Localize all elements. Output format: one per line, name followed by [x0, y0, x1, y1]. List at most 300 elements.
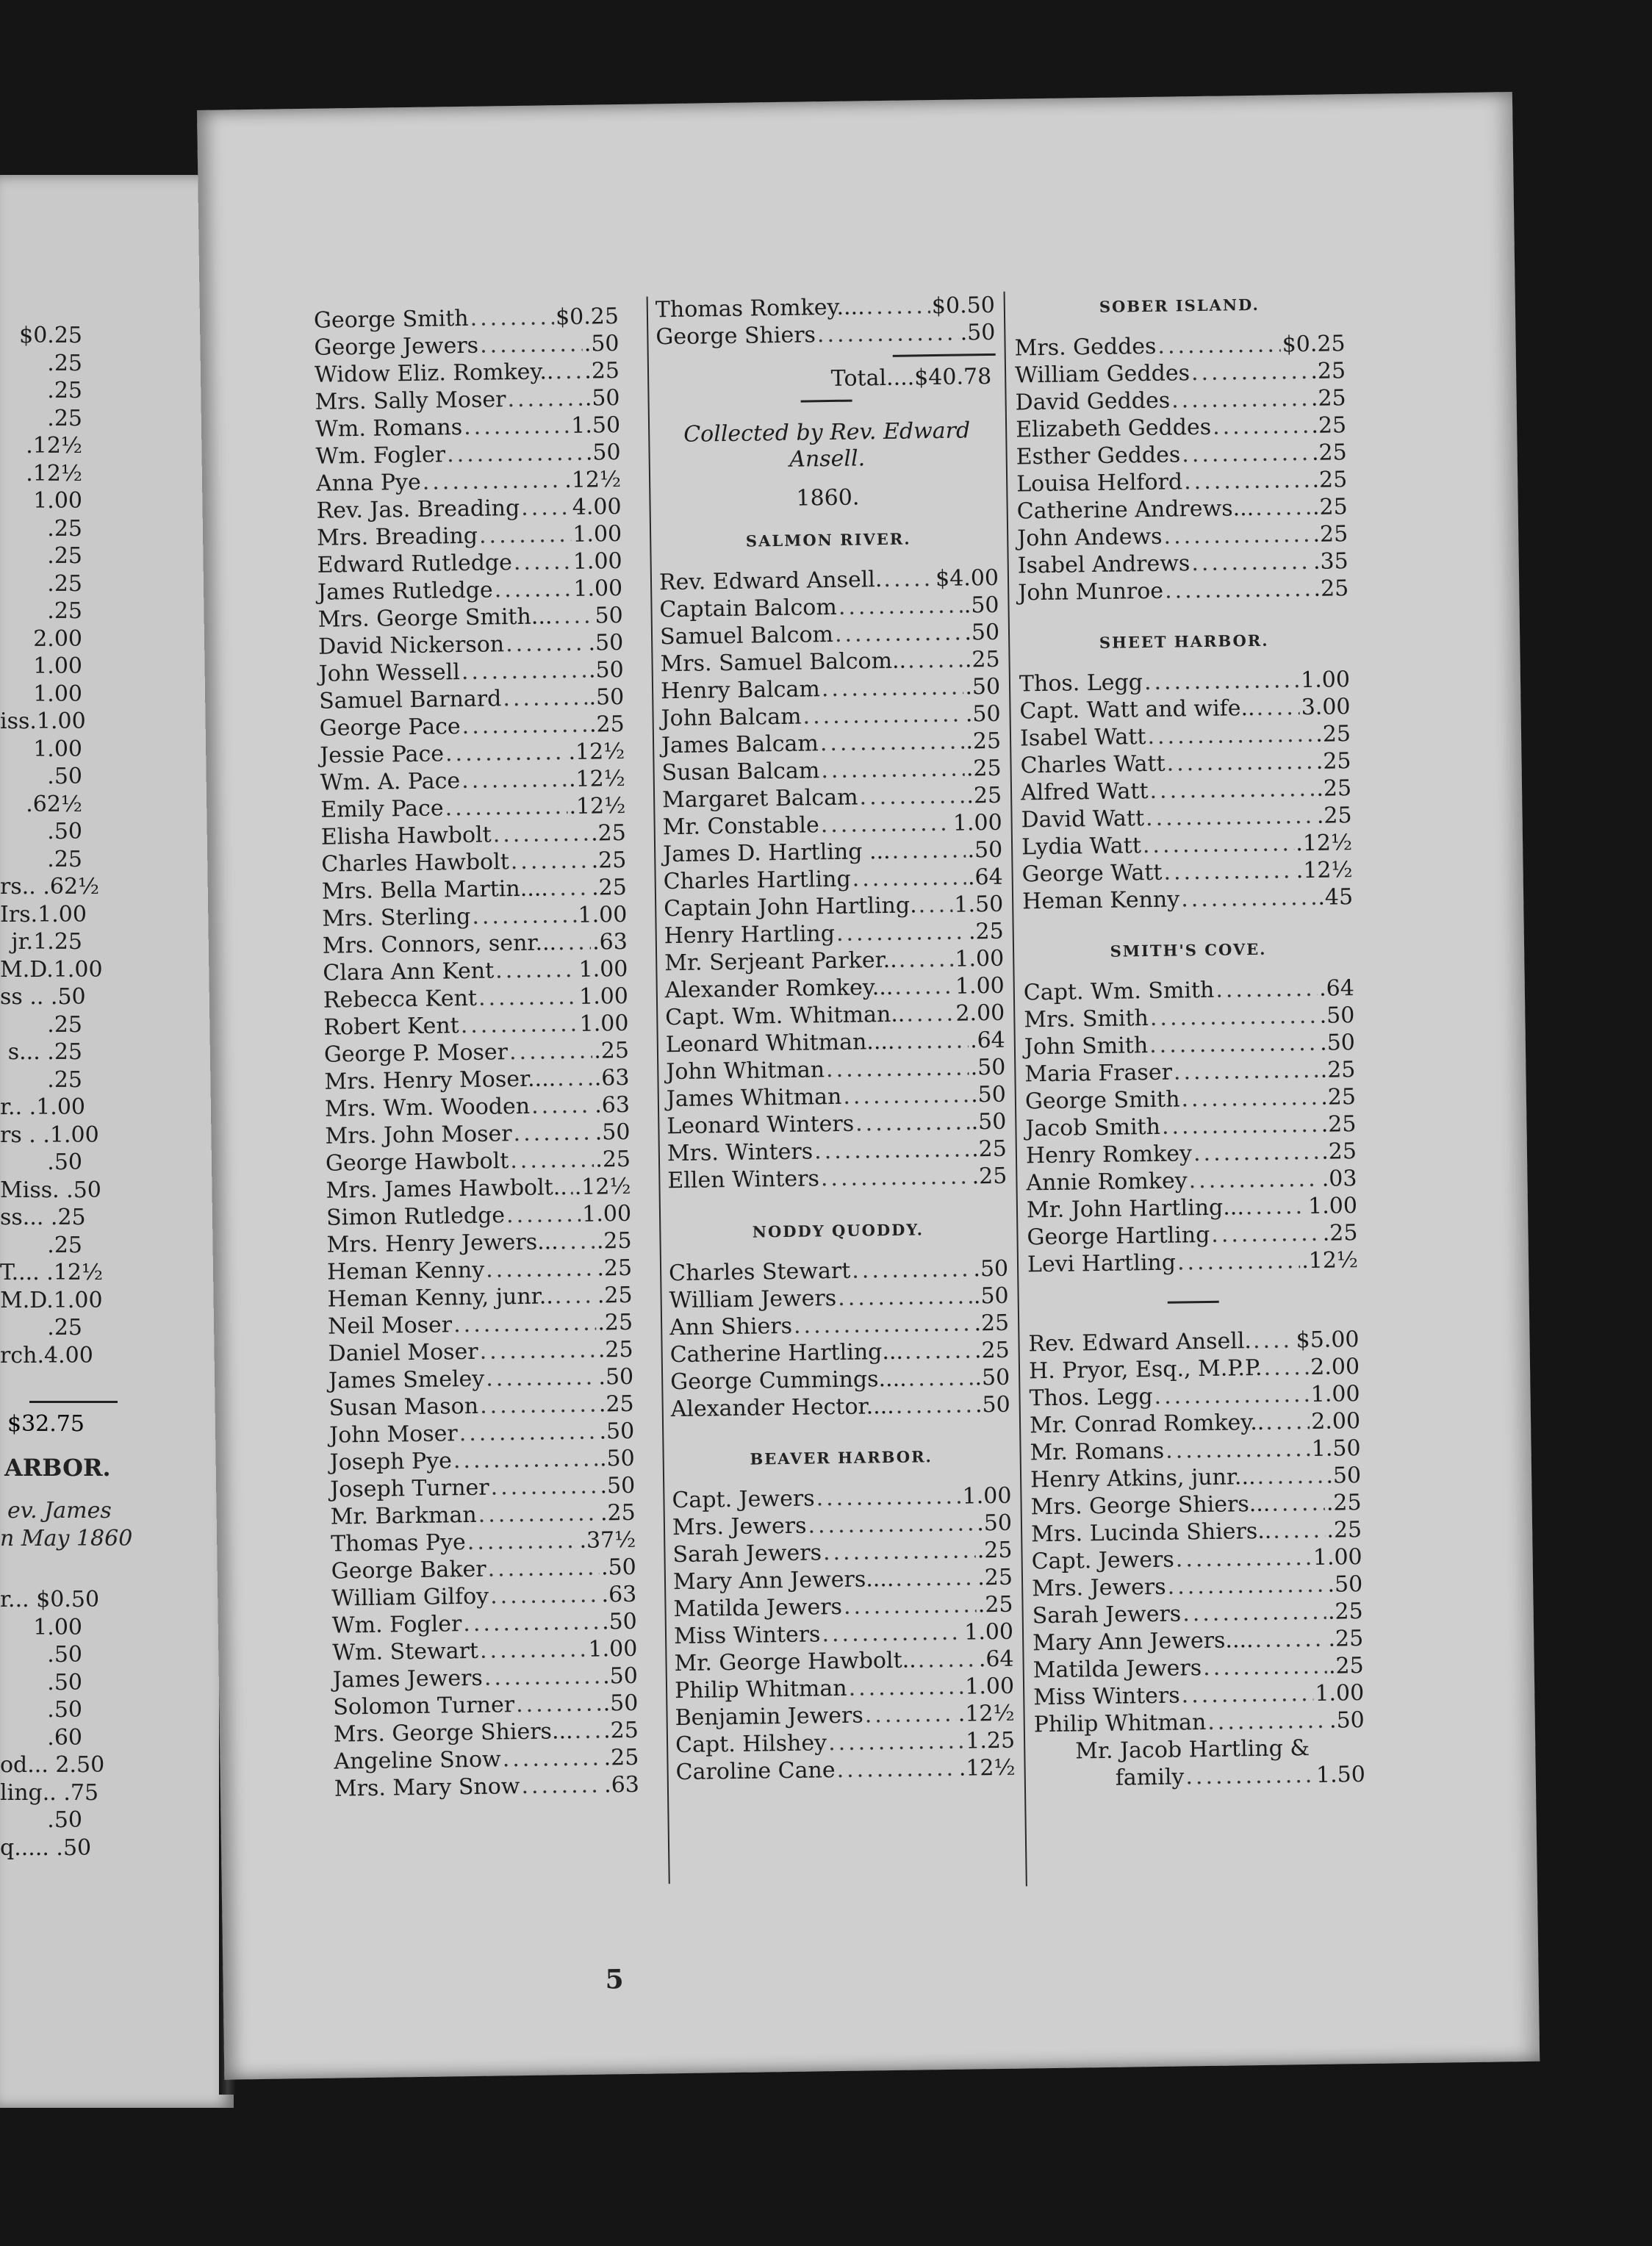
ledger-row — [331, 1581, 636, 1612]
ledger-row — [328, 1309, 633, 1341]
ledger-row — [329, 1445, 634, 1477]
ledger-row — [330, 1499, 635, 1531]
contributor-name: George Hawbolt — [325, 1148, 509, 1177]
contribution-amount: .50 — [967, 836, 1003, 864]
left-amount-line: .25 — [47, 1066, 82, 1093]
contribution-amount: .50 — [584, 385, 620, 412]
leader-dots — [817, 320, 959, 349]
leader-dots — [808, 1510, 975, 1539]
ledger-row — [660, 619, 999, 650]
ledger-row — [1030, 1489, 1361, 1521]
contributor-name: Mrs. Connors, senr... — [322, 930, 557, 959]
contribution-amount: .50 — [585, 439, 621, 466]
ledger-row — [674, 1646, 1013, 1677]
leader-dots — [513, 1119, 594, 1148]
ledger-row — [321, 847, 626, 878]
contribution-amount: .25 — [1322, 1220, 1358, 1246]
leader-dots — [908, 1364, 973, 1392]
ledger-row — [667, 1081, 1006, 1113]
ledger-row — [673, 1564, 1013, 1596]
left-total: $32.75 — [7, 1411, 85, 1437]
leader-dots — [866, 293, 930, 320]
contributor-name: Wm. Stewart — [332, 1637, 479, 1666]
left-amount-line: .60 — [47, 1724, 82, 1751]
contributor-name: Mrs. Lucinda Shiers.. — [1030, 1518, 1272, 1548]
contribution-amount: .25 — [591, 847, 627, 874]
ledger-row — [1024, 1029, 1355, 1061]
heading-sober-island: SOBER ISLAND. — [1099, 295, 1260, 316]
leader-dots — [1185, 1762, 1315, 1790]
left-amount-line: .50 — [47, 819, 82, 844]
contribution-amount: 1.00 — [579, 1010, 629, 1037]
left-amount-line: .25 — [47, 543, 82, 569]
ledger-row — [1020, 720, 1351, 752]
contribution-amount: .12½ — [1296, 857, 1353, 884]
contributor-name: Matilda Jewers — [1032, 1655, 1202, 1684]
left-amount-line: ss .. .50 — [0, 984, 86, 1010]
left-heading: ARBOR. — [4, 1454, 111, 1482]
ledger-row — [1015, 384, 1346, 416]
contribution-amount: .25 — [1311, 412, 1347, 439]
ledger-row — [314, 330, 619, 362]
ledger-row — [322, 874, 627, 905]
ledger-row — [675, 1754, 1015, 1786]
contribution-amount: .50 — [595, 1119, 631, 1146]
leader-dots — [1213, 412, 1310, 441]
leader-dots — [835, 620, 963, 648]
contributor-name: Robert Kent — [323, 1013, 459, 1041]
leader-dots — [470, 304, 554, 332]
ledger-row — [315, 357, 620, 389]
salmon-river-list — [659, 564, 1008, 1194]
leader-dots — [516, 1690, 602, 1719]
contribution-amount: .50 — [970, 1054, 1006, 1081]
leader-dots — [895, 1564, 976, 1593]
left-amount-line: .12½ — [26, 433, 82, 459]
leader-dots — [479, 521, 572, 550]
ledger-row — [1022, 883, 1353, 915]
contributor-name: William Geddes — [1014, 360, 1190, 389]
contribution-amount: .12½ — [569, 792, 626, 820]
leader-dots — [1257, 1463, 1324, 1490]
contributor-name: David Nickerson — [317, 631, 505, 660]
contributor-name: Thos. Legg — [1029, 1384, 1153, 1412]
leader-dots — [445, 739, 567, 767]
leader-dots — [917, 1646, 977, 1673]
contribution-amount: $0.25 — [1282, 331, 1346, 358]
ledger-row — [332, 1608, 637, 1640]
family-line — [1035, 1761, 1365, 1793]
column-1 — [314, 303, 639, 1803]
contribution-amount: .25 — [1315, 721, 1351, 747]
contributor-name: Mrs. Bella Martin.... — [321, 875, 549, 905]
contributor-name: Mrs. Sterling — [322, 903, 471, 932]
leader-dots — [814, 1135, 970, 1165]
contribution-amount: .50 — [589, 684, 625, 711]
contributor-name: John Whitman — [666, 1057, 825, 1086]
contributor-name: Mrs. Jewers — [1031, 1574, 1166, 1602]
ledger-row — [326, 1146, 631, 1177]
contribution-amount: .25 — [593, 1037, 630, 1064]
smiths-cove-list — [1024, 975, 1359, 1278]
contributor-name: Miss Winters — [1033, 1682, 1180, 1711]
contributor-name: Mrs. George Shiers... — [1030, 1490, 1271, 1521]
contributor-name: Charles Hawbolt — [321, 849, 510, 878]
contribution-amount: .25 — [1310, 385, 1346, 412]
ledger-row — [326, 1227, 631, 1259]
leader-dots — [509, 1038, 593, 1066]
leader-dots — [1193, 1138, 1321, 1167]
collected-by: Collected by Rev. Edward Ansell. — [683, 417, 971, 473]
left-amount-line: .25 — [47, 1315, 82, 1341]
leader-dots — [898, 946, 953, 974]
contributor-name: Thomas Pye — [331, 1529, 467, 1557]
contribution-amount: .25 — [1320, 1057, 1356, 1083]
col2-top-list — [656, 292, 996, 351]
ledger-row — [1016, 493, 1347, 525]
ledger-row — [317, 520, 622, 552]
ledger-row — [326, 1200, 631, 1232]
leader-dots — [822, 674, 964, 703]
left-amount-line: Miss. .50 — [0, 1177, 101, 1203]
ledger-row — [1025, 1083, 1356, 1115]
leader-dots — [464, 412, 570, 441]
ledger-row — [1028, 1326, 1359, 1357]
leader-dots — [531, 1092, 594, 1120]
leader-dots — [1184, 467, 1311, 495]
contribution-amount: .50 — [1319, 1030, 1356, 1056]
contribution-amount: .50 — [971, 1108, 1007, 1135]
contribution-amount: .25 — [1311, 439, 1347, 466]
contribution-amount: 1.00 — [578, 983, 629, 1010]
contributor-name: Mrs. Henry Jewers... — [326, 1229, 559, 1258]
ledger-row — [1034, 1707, 1365, 1738]
contributor-name: Charles Watt — [1020, 750, 1166, 779]
leader-dots — [510, 1147, 595, 1175]
leader-dots — [1154, 1381, 1310, 1410]
contribution-amount: .50 — [976, 1510, 1013, 1537]
contribution-amount: .25 — [974, 1337, 1010, 1364]
contribution-amount: .25 — [966, 755, 1002, 782]
contribution-amount: .25 — [1316, 775, 1352, 802]
contributor-name: Louisa Helford — [1016, 469, 1183, 498]
leader-dots — [574, 1718, 602, 1746]
contributor-name: Mrs. Winters — [667, 1138, 814, 1167]
ledger-row — [666, 1027, 1005, 1058]
contribution-amount: .25 — [584, 358, 620, 384]
ledger-row — [661, 673, 1000, 705]
contributor-name: Leonard Whitman.... — [665, 1028, 895, 1058]
ledger-row — [659, 592, 999, 623]
left-amount-line: 1.00 — [33, 736, 82, 762]
column-2 — [656, 292, 1016, 1786]
contributor-name: John Wessell — [318, 659, 461, 687]
leader-dots — [507, 385, 583, 413]
contribution-amount: .50 — [599, 1445, 635, 1472]
contributor-name: George Baker — [331, 1556, 486, 1585]
ledger-row — [332, 1635, 637, 1667]
contribution-amount: .64 — [1318, 975, 1355, 1002]
contributor-name: Captain Balcom — [659, 594, 838, 623]
leader-dots — [1146, 803, 1315, 832]
leader-dots — [826, 1054, 969, 1083]
contribution-amount: .64 — [967, 864, 1003, 891]
contribution-amount: .25 — [964, 646, 1000, 673]
ledger-row — [664, 891, 1003, 922]
contribution-amount: 1.00 — [965, 1673, 1015, 1700]
leader-dots — [550, 875, 591, 903]
leader-dots — [859, 782, 965, 811]
contributor-name: Sarah Jewers — [1032, 1601, 1182, 1629]
contributor-name: Mr. John Hartling... — [1026, 1194, 1245, 1224]
left-amount-line: 1.00 — [33, 488, 82, 514]
contributor-name: Jacob Smith — [1025, 1113, 1161, 1142]
contributor-name: Alexander Romkey... — [664, 974, 894, 1004]
contributor-name: Wm. Fogler — [331, 1611, 462, 1639]
left-amount-line: .12½ — [26, 460, 82, 487]
contributor-name: Mary Ann Jewers.... — [672, 1565, 894, 1596]
contributor-name: Mrs. Mary Snow — [334, 1773, 520, 1802]
ledger-row — [1027, 1246, 1358, 1278]
ledger-row — [334, 1771, 639, 1803]
ledger-row — [315, 439, 620, 470]
contributor-name: Clara Ann Kent — [323, 958, 495, 986]
leader-dots — [1147, 721, 1314, 750]
leader-dots — [838, 592, 963, 621]
contributor-name: John Balcam — [661, 703, 802, 732]
sheet-harbor-list — [1019, 666, 1354, 915]
leader-dots — [494, 575, 572, 603]
contributor-name: Mrs. John Moser — [325, 1121, 512, 1149]
leader-dots — [1157, 331, 1281, 359]
leader-dots — [864, 1701, 957, 1729]
contributor-name: Capt. Wm. Smith — [1023, 977, 1215, 1006]
contributor-name: Simon Rutledge — [326, 1202, 506, 1231]
leader-dots — [822, 1619, 963, 1648]
leader-dots — [506, 1201, 581, 1229]
contribution-amount: .50 — [600, 1472, 636, 1499]
leader-dots — [1182, 1599, 1326, 1628]
leader-dots — [894, 973, 954, 1001]
left-amount-line: r.. .1.00 — [0, 1094, 85, 1120]
ledger-row — [672, 1482, 1011, 1514]
left-amount-line: iss.1.00 — [0, 708, 86, 734]
contribution-amount: .50 — [588, 629, 624, 656]
contributor-name: George Watt — [1021, 859, 1163, 888]
contribution-amount: $0.50 — [931, 292, 996, 320]
ledger-row — [324, 1064, 629, 1096]
family-name: family — [1115, 1764, 1185, 1791]
leader-dots — [555, 1282, 597, 1310]
ledger-row — [667, 1108, 1006, 1140]
contribution-amount: .50 — [1327, 1571, 1363, 1598]
ledger-row — [673, 1591, 1013, 1623]
contribution-amount: .25 — [1315, 748, 1351, 775]
left-amount-line: T.... .12½ — [0, 1260, 104, 1285]
left-amount-line: rs.. .62½ — [0, 874, 100, 900]
contribution-amount: .50 — [963, 592, 999, 619]
left-amount-line: od... 2.50 — [0, 1752, 105, 1778]
noddy-quoddy-list — [669, 1255, 1010, 1423]
leader-dots — [821, 756, 965, 785]
contribution-amount: .35 — [1312, 548, 1348, 575]
contribution-amount: .50 — [970, 1081, 1007, 1108]
leader-dots — [838, 1282, 972, 1312]
contribution-amount: .25 — [595, 1146, 631, 1173]
ledger-row — [320, 765, 625, 797]
leader-dots — [1163, 521, 1311, 550]
ledger-row — [331, 1554, 636, 1585]
contribution-amount: .25 — [591, 874, 628, 901]
left-amount-line: .50 — [47, 1697, 82, 1723]
final-contributors-list — [1028, 1326, 1365, 1738]
ledger-row — [321, 819, 626, 851]
leader-dots — [480, 1391, 597, 1420]
contribution-amount: .25 — [971, 1135, 1008, 1163]
ledger-row — [333, 1662, 638, 1694]
contributor-name: Wm. Romans — [315, 415, 463, 442]
left-amount-column — [0, 322, 104, 1369]
ledger-row — [1029, 1353, 1360, 1385]
contributor-name: James Jewers — [332, 1665, 484, 1693]
leader-dots — [848, 1673, 963, 1702]
left-amount-line: .25 — [47, 515, 82, 542]
contributor-name: Joseph Pye — [329, 1448, 453, 1476]
left-amount-column-2 — [0, 1586, 105, 1862]
ledger-row — [1019, 693, 1350, 725]
ledger-row — [315, 412, 620, 443]
contributor-name: Anna Pye — [315, 469, 421, 497]
leader-dots — [569, 1174, 573, 1201]
leader-dots — [836, 1755, 958, 1784]
contribution-amount: 1.00 — [572, 520, 622, 548]
ledger-row — [317, 602, 622, 634]
leader-dots — [1167, 1571, 1326, 1601]
leader-dots — [1181, 1084, 1319, 1113]
contribution-amount: 1.00 — [1312, 1544, 1362, 1571]
contributor-name: James Rutledge — [317, 577, 493, 606]
leader-dots — [559, 1228, 595, 1256]
contributor-name: Charles Stewart — [668, 1257, 851, 1287]
contribution-amount: .25 — [1312, 521, 1348, 548]
leader-dots — [1255, 494, 1311, 522]
contributor-name: John Munroe — [1018, 578, 1164, 606]
contribution-amount: 4.00 — [572, 493, 622, 520]
ledger-row — [1030, 1407, 1360, 1439]
ledger-row — [323, 983, 628, 1014]
contribution-amount: .50 — [601, 1608, 638, 1635]
ledger-row — [656, 292, 995, 323]
ledger-row — [1024, 975, 1354, 1006]
contributor-name: Susan Mason — [328, 1393, 479, 1421]
ledger-row — [672, 1510, 1012, 1541]
contribution-amount: .25 — [1326, 1517, 1362, 1543]
leader-dots — [453, 1446, 599, 1475]
leader-dots — [836, 918, 968, 947]
contribution-amount: 1.00 — [963, 1618, 1014, 1646]
left-page-fragment — [0, 175, 234, 2108]
ledger-row — [1021, 856, 1352, 888]
ledger-row — [660, 646, 999, 678]
left-amount-line: 1.00 — [33, 653, 82, 679]
contributor-name: Thomas Romkey.... — [655, 294, 865, 323]
contribution-amount: .25 — [1316, 803, 1352, 829]
leader-dots — [820, 810, 952, 839]
contributor-name: Heman Kenny — [326, 1257, 485, 1285]
left-amount-line: .50 — [47, 1669, 82, 1696]
contribution-amount: .63 — [592, 928, 628, 955]
leader-dots — [502, 1745, 602, 1773]
contribution-amount: 2.00 — [955, 1000, 1005, 1027]
left-amount-line: Irs.1.00 — [0, 901, 87, 928]
contribution-amount: .25 — [1321, 1138, 1357, 1165]
leader-dots — [828, 1728, 965, 1757]
leader-dots — [506, 630, 587, 659]
contributor-name: Lydia Watt — [1021, 833, 1142, 861]
contribution-amount: .64 — [969, 1027, 1006, 1054]
contribution-amount: .50 — [974, 1364, 1010, 1391]
leader-dots — [1181, 884, 1317, 914]
contribution-amount: .50 — [583, 331, 620, 357]
contributor-name: Rev. Jas. Breading — [316, 495, 520, 524]
left-amount-line: 1.00 — [33, 1614, 82, 1640]
contributor-name: Solomon Turner — [333, 1692, 515, 1721]
page-number: 5 — [605, 1964, 624, 1995]
contribution-amount: 1.00 — [588, 1635, 638, 1662]
contribution-amount: .25 — [1313, 575, 1349, 602]
ledger-row — [1025, 1111, 1356, 1142]
leader-dots — [855, 1108, 970, 1137]
contribution-amount: 1.50 — [571, 412, 621, 439]
contributor-name: Catherine Andrews... — [1016, 495, 1254, 525]
total-rule — [893, 354, 996, 357]
leader-dots — [852, 1255, 972, 1284]
contribution-amount: .25 — [603, 1744, 639, 1771]
ledger-row — [675, 1673, 1014, 1704]
contribution-amount: .25 — [589, 711, 625, 738]
contributor-name: Rev. Edward Ansell. — [1028, 1328, 1252, 1357]
contributor-name: Daniel Moser — [328, 1338, 478, 1367]
ledger-row — [317, 575, 622, 606]
contributor-name: Susan Balcam — [661, 758, 820, 786]
left-amount-line: q..... .50 — [0, 1834, 92, 1861]
contribution-amount: .25 — [966, 728, 1002, 755]
leader-dots — [422, 467, 563, 496]
contribution-amount: .63 — [594, 1091, 631, 1119]
ledger-row — [328, 1336, 633, 1368]
contribution-amount: .25 — [1312, 494, 1348, 520]
contributor-name: Mrs. James Hawbolt.. — [326, 1174, 568, 1204]
contributor-name: Elizabeth Geddes — [1015, 414, 1212, 443]
ledger-row — [1027, 1219, 1357, 1251]
leader-dots — [1246, 1193, 1307, 1221]
contributor-name: Mrs. Sally Moser — [315, 387, 506, 415]
contribution-amount: .25 — [603, 1717, 639, 1744]
left-total-rule — [29, 1401, 118, 1403]
leader-dots — [445, 793, 567, 822]
contributor-name: Isabel Andrews — [1017, 550, 1190, 579]
ledger-row — [1031, 1543, 1362, 1575]
ledger-row — [667, 1163, 1007, 1194]
contributor-name: George P. Moser — [323, 1039, 509, 1068]
ledger-row — [316, 466, 621, 498]
contribution-amount: 1.00 — [1300, 667, 1351, 694]
contributor-name: Maria Fraser — [1024, 1059, 1173, 1088]
contributor-name: Alfred Watt — [1020, 778, 1149, 806]
contribution-amount: .50 — [603, 1690, 639, 1717]
ledger-row — [661, 755, 1001, 786]
leader-dots — [844, 1591, 977, 1621]
